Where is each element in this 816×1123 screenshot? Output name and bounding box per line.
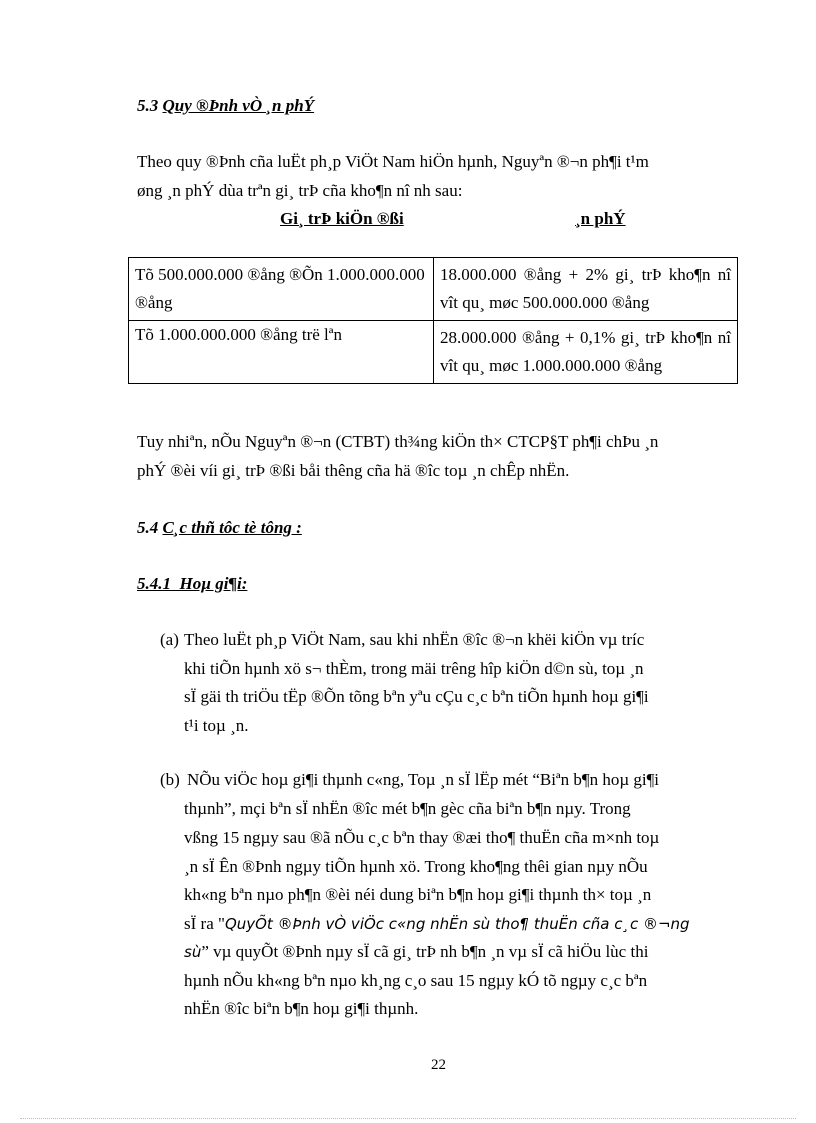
table-cell-fee: 28.000.000 ®ång + 0,1% gi¸ trÞ kho¶n nî vît qu¸ møc 1.000.000.000 ®ång — [434, 321, 738, 384]
section-5-3-title: Quy ®Þnh vÒ ¸n phÝ — [162, 96, 315, 115]
section-5-4-title: C¸c thñ tôc tè tông : — [162, 518, 302, 537]
item-b-line — [184, 942, 648, 962]
item-b-line: kh«ng bªn nµo ph¶n ®èi néi dung biªn b¶n hoµ gi¶i thµnh th× toµ ¸n — [184, 885, 652, 904]
item-b-line — [184, 914, 690, 934]
page-bottom-divider — [20, 1118, 796, 1119]
intro-line-1: Theo quy ®Þnh cña luËt ph¸p ViÖt Nam hiÖn hµnh, Nguyªn ®¬n ph¶i t¹m — [137, 152, 649, 171]
section-5-3-number: 5.3 — [137, 96, 159, 115]
item-b-line: vßng 15 ngµy sau ®ã nÕu c¸c bªn thay ®æi tho¶ thuËn cña m×nh toµ — [184, 828, 660, 847]
table-cell-range: Tõ 1.000.000.000 ®ång trë lªn — [129, 321, 434, 384]
item-a-line: sÏ gäi th triÖu tËp ®Õn tõng bªn yªu cÇu c¸c bªn tiÕn hµnh hoµ gi¶i — [184, 687, 649, 706]
item-b-line: ¸n sÏ Ên ®Þnh ngµy tiÕn hµnh xö. Trong kho¶ng thêi gian nµy nÕu — [184, 857, 648, 876]
item-b-line: nhËn ®îc biªn b¶n hoµ gi¶i thµnh. — [184, 999, 419, 1018]
section-5-4-1-heading — [137, 574, 247, 594]
table-row — [129, 258, 738, 321]
item-b-line7-rest: ” vµ quyÕt ®Þnh nµy sÏ cã gi¸ trÞ nh b¶n ¸n vµ sÏ cã hiÖu lùc thi — [201, 942, 649, 961]
item-b-line: hµnh nÕu kh«ng bªn nµo kh¸ng c¸o sau 15 ngµy kÓ tõ ngµy c¸c bªn — [184, 971, 648, 990]
item-b-label: (b) — [160, 770, 180, 789]
table-cell-range: Tõ 500.000.000 ®ång ®Õn 1.000.000.000 ®ång — [129, 258, 434, 321]
item-a-line: t¹i toµ ¸n. — [184, 716, 249, 735]
item-a-label: (a) — [160, 630, 179, 649]
fee-table — [128, 257, 738, 384]
table-header-fee: ¸n phÝ — [575, 209, 626, 228]
item-a-line: khi tiÕn hµnh xö s¬ thÈm, trong mäi trêng hîp kiÖn d©n sù, toµ ¸n — [184, 659, 644, 678]
section-5-4-1-title: Hoµ gi¶i: — [179, 574, 248, 593]
section-5-4-1-number: 5.4.1 — [137, 574, 171, 593]
after-table-line-2: phÝ ®èi víi gi¸ trÞ ®ßi båi thêng cña hä ®îc toµ ¸n chÊp nhËn. — [137, 461, 570, 480]
section-5-3-heading — [137, 96, 314, 116]
item-b-line7-italic: sù — [184, 943, 202, 961]
table-row — [129, 321, 738, 384]
item-a-line: Theo luËt ph¸p ViÖt Nam, sau khi nhËn ®îc ®¬n khëi kiÖn vµ tríc — [184, 630, 645, 649]
table-cell-fee: 18.000.000 ®ång + 2% gi¸ trÞ kho¶n nî vît qu¸ møc 500.000.000 ®ång — [434, 258, 738, 321]
page-number: 22 — [431, 1057, 446, 1073]
section-5-4-number: 5.4 — [137, 518, 159, 537]
after-table-line-1: Tuy nhiªn, nÕu Nguyªn ®¬n (CTBT) th¾ng kiÖn th× CTCP§T ph¶i chÞu ¸n — [137, 432, 659, 451]
intro-line-2: øng ¸n phÝ dùa trªn gi¸ trÞ cña kho¶n nî nh sau: — [137, 181, 463, 200]
item-b-line: NÕu viÖc hoµ gi¶i thµnh c«ng, Toµ ¸n sÏ lËp mét “Biªn b¶n hoµ gi¶i — [187, 770, 660, 789]
table-header-value: Gi¸ trÞ kiÖn ®ßi — [280, 209, 404, 228]
item-b-line6-start: sÏ ra " — [184, 914, 225, 933]
item-b-line6-italic: QuyÕt ®Þnh vÒ viÖc c«ng nhËn sù tho¶ thuËn cña c¸c ®¬ng — [224, 915, 690, 933]
item-b-line: thµnh”, mçi bªn sÏ nhËn ®îc mét b¶n gèc cña biªn b¶n nµy. Trong — [184, 799, 631, 818]
section-5-4-heading — [137, 518, 302, 538]
